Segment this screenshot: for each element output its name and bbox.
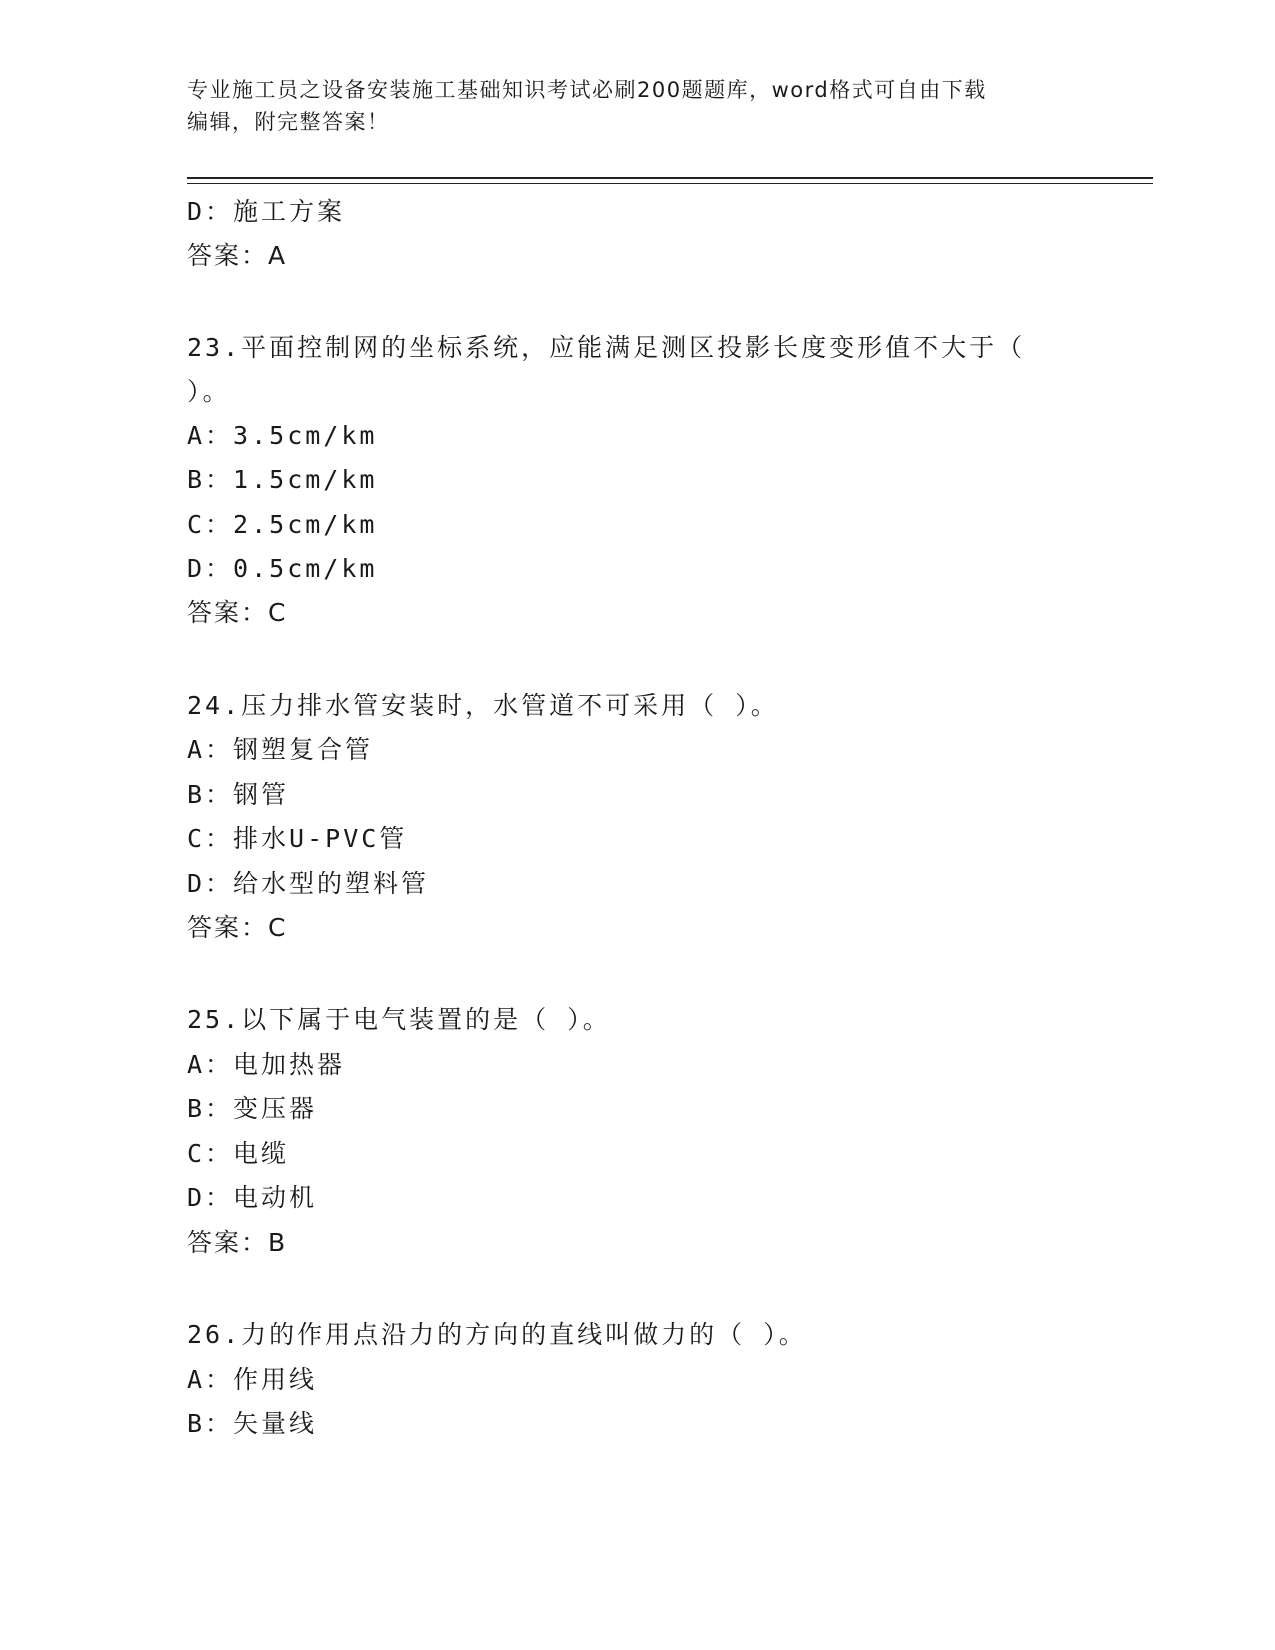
question-25-answer: 答案：B <box>187 1228 288 1257</box>
question-25-stem: 25.以下属于电气装置的是（ ）。 <box>187 1005 611 1034</box>
question-24-answer: 答案：C <box>187 913 288 942</box>
header-rule-thin <box>187 183 1153 184</box>
question-23-stem-line-1: 23.平面控制网的坐标系统，应能满足测区投影长度变形值不大于（ <box>187 333 1026 362</box>
question-23-option-b: B：1.5cm/km <box>187 465 378 494</box>
question-25-option-d: D：电动机 <box>187 1183 318 1212</box>
header-rule-thick <box>187 177 1153 179</box>
question-24-option-c: C：排水U-PVC管 <box>187 824 408 853</box>
question-23-answer: 答案：C <box>187 598 288 627</box>
question-23-stem-line-2: ）。 <box>187 377 231 406</box>
question-26-stem: 26.力的作用点沿力的方向的直线叫做力的（ ）。 <box>187 1320 807 1349</box>
document-header <box>187 74 1067 138</box>
answer-previous: 答案：A <box>187 241 288 270</box>
question-24-option-b: B：钢管 <box>187 780 290 809</box>
question-25-option-c: C：电缆 <box>187 1139 290 1168</box>
question-25-option-b: B：变压器 <box>187 1094 318 1123</box>
question-25-option-a: A：电加热器 <box>187 1050 346 1079</box>
question-24-option-a: A：钢塑复合管 <box>187 735 374 764</box>
question-23-option-d: D：0.5cm/km <box>187 554 378 583</box>
question-23-option-a: A：3.5cm/km <box>187 421 378 450</box>
question-26-option-b: B：矢量线 <box>187 1409 318 1438</box>
question-24-option-d: D：给水型的塑料管 <box>187 869 430 898</box>
option-d-previous: D：施工方案 <box>187 197 346 226</box>
question-24-stem: 24.压力排水管安装时，水管道不可采用（ ）。 <box>187 691 779 720</box>
question-23-option-c: C：2.5cm/km <box>187 510 378 539</box>
question-26-option-a: A：作用线 <box>187 1365 318 1394</box>
header-line-1: 专业施工员之设备安装施工基础知识考试必刷200题题库，word格式可自由下载 <box>187 78 987 102</box>
header-line-2: 编辑，附完整答案！ <box>187 110 390 134</box>
